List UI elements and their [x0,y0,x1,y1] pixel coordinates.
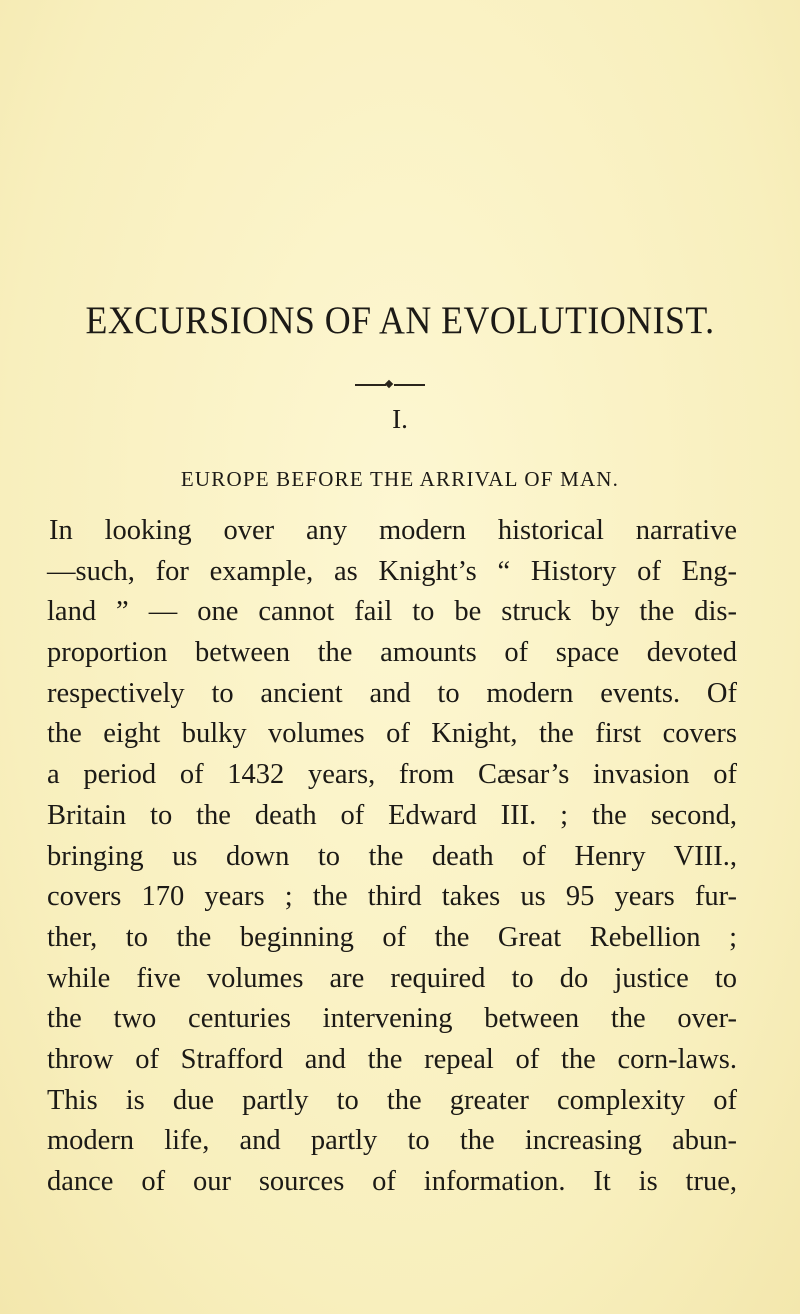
text-line: This is due partly to the greater complexity of [47,1084,737,1116]
ornament-rule-left [355,384,386,386]
text-line: Britain to the death of Edward III. ; the second, [47,799,737,831]
text-line: proportion between the amounts of space devoted [47,637,737,669]
text-line: a period of 1432 years, from Cæsar’s invasion of [47,759,737,791]
text-line: land ” — one cannot fail to be struck by the dis- [47,596,737,628]
text-line: modern life, and partly to the increasing abun- [47,1125,737,1157]
text-line: the two centuries intervening between the over- [47,1003,737,1035]
text-line: dance of our sources of information. It is true, [47,1166,737,1197]
ornament-rule-right [394,384,425,386]
text-line: throw of Strafford and the repeal of the corn-laws. [47,1043,737,1075]
chapter-number: I. [392,404,408,434]
body-paragraph [47,511,737,1203]
running-title: EXCURSIONS OF AN EVOLUTIONIST. [85,299,715,342]
text-line: respectively to ancient and to modern events. Of [47,677,737,709]
text-line: ther, to the beginning of the Great Rebellion ; [47,921,737,953]
text-line: —such, for example, as Knight’s “ History of Eng- [47,555,737,587]
text-line: while five volumes are required to do justice to [47,962,737,994]
text-line: the eight bulky volumes of Knight, the first covers [47,718,737,750]
diamond-rule-ornament-icon [355,380,425,390]
text-line: In looking over any modern historical narrative [49,515,737,546]
text-line: bringing us down to the death of Henry VIII., [47,840,737,872]
chapter-title: EUROPE BEFORE THE ARRIVAL OF MAN. [180,467,620,491]
ornament-diamond [385,380,393,388]
text-line: covers 170 years ; the third takes us 95 years fur- [47,881,737,913]
